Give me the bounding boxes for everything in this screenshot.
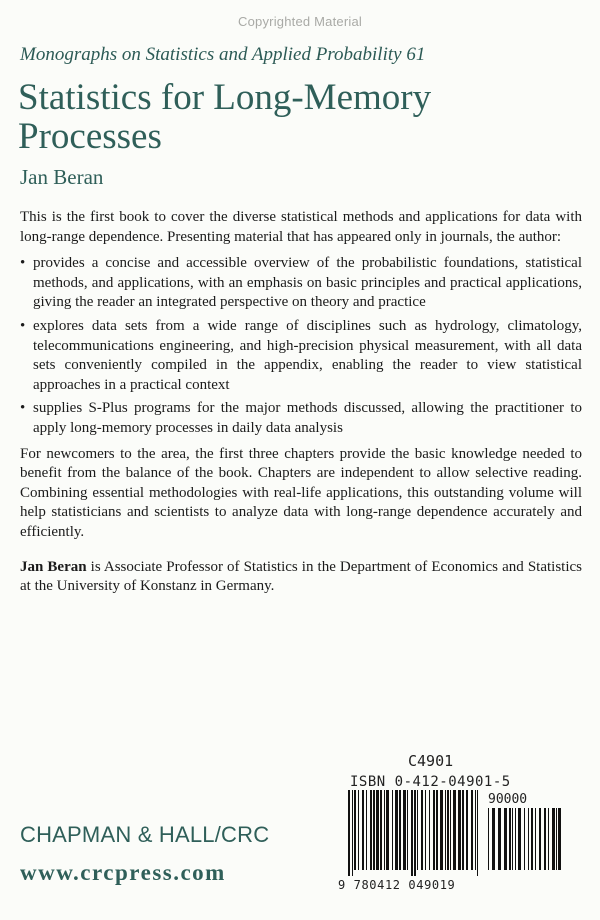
- bullet-icon: •: [20, 400, 26, 417]
- barcode-block: [336, 752, 566, 897]
- back-cover-description: [20, 208, 582, 597]
- price-addon: 90000: [488, 792, 528, 807]
- closing-paragraph: For newcomers to the area, the first three chapters provide the basic knowledge needed to benefit from the balance of the book. Chapters are independent to allow selective reading. Combining essential methodologies with real-life applications, this outstanding volume will help statisticians and scientists to analyze data with long-range dependence accurately and efficiently.: [20, 445, 582, 540]
- feature-text: provides a concise and accessible overview of the probabilistic foundations, statistical methods, and applications, with an emphasis on basic principles and practical applications, giving the reader an integrated perspective on theory and practice: [33, 255, 582, 311]
- bullet-icon: •: [20, 317, 26, 334]
- feature-item: [20, 254, 582, 313]
- bio-text: is Associate Professor of Statistics in the Department of Economics and Statistics at the University of Konstanz in Germany.: [20, 558, 582, 595]
- barcode-icon: [336, 790, 566, 878]
- isbn-number: ISBN 0-412-04901-5: [350, 774, 511, 790]
- book-title: Statistics for Long-Memory Processes: [18, 77, 432, 157]
- feature-text: supplies S-Plus programs for the major methods discussed, allowing the practitioner to apply long-memory processes in daily data analysis: [33, 400, 582, 436]
- feature-text: explores data sets from a wide range of disciplines such as hydrology, climatology, telecommunications engineering, and high-precision physical measurement, with all data sets conveniently compiled in the appendix, enabling the reader to view statistical approaches in a practical context: [33, 317, 582, 393]
- product-code: C4901: [408, 752, 454, 770]
- ean-digits: 9 780412 049019: [338, 878, 456, 892]
- publisher-logo: CHAPMAN & HALL/CRC: [20, 822, 270, 847]
- publisher-website: www.crcpress.com: [20, 860, 226, 885]
- author-name: Jan Beran: [20, 165, 104, 189]
- feature-item: [20, 317, 582, 395]
- author-bio: [20, 558, 582, 597]
- feature-item: [20, 399, 582, 438]
- intro-paragraph: This is the first book to cover the diverse statistical methods and applications for data with long-range dependence. Presenting material that has appeared only in journals, the author:: [20, 209, 582, 245]
- bio-author-name: Jan Beran: [20, 558, 87, 575]
- series-title: Monographs on Statistics and Applied Probability 61: [20, 44, 426, 65]
- copyright-watermark: Copyrighted Material: [238, 14, 362, 29]
- bullet-icon: •: [20, 255, 26, 272]
- feature-list: [20, 254, 582, 438]
